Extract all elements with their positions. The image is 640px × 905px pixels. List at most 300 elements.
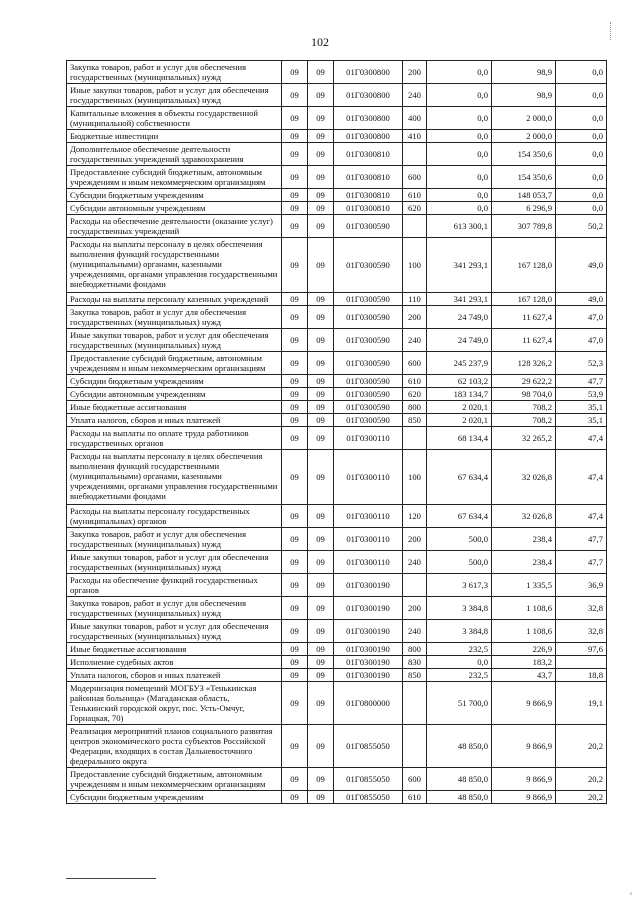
expense-type-cell: 620 [403,388,427,401]
planned-amount-cell: 0,0 [427,143,492,166]
planned-amount-cell: 0,0 [427,189,492,202]
executed-amount-cell: 9 866,9 [492,725,556,768]
planned-amount-cell: 2 020,1 [427,401,492,414]
section-code-cell: 09 [282,427,308,450]
section-code-cell: 09 [282,551,308,574]
table-row [67,84,607,107]
planned-amount-cell: 0,0 [427,61,492,84]
table-row [67,293,607,306]
expense-type-cell: 600 [403,768,427,791]
expense-type-cell: 240 [403,620,427,643]
expense-name-cell: Субсидии автономным учреждениям [67,202,282,215]
subsection-code-cell: 09 [308,450,334,505]
table-row [67,306,607,329]
execution-percent-cell: 0,0 [556,143,607,166]
planned-amount-cell: 48 850,0 [427,725,492,768]
expense-type-cell: 600 [403,352,427,375]
subsection-code-cell: 09 [308,725,334,768]
subsection-code-cell: 09 [308,620,334,643]
target-article-cell: 01Г0855050 [334,725,403,768]
execution-percent-cell: 52,3 [556,352,607,375]
execution-percent-cell: 97,6 [556,643,607,656]
executed-amount-cell: 9 866,9 [492,682,556,725]
executed-amount-cell: 154 350,6 [492,166,556,189]
subsection-code-cell: 09 [308,352,334,375]
execution-percent-cell: 32,8 [556,597,607,620]
target-article-cell: 01Г0855050 [334,791,403,804]
table-row [67,61,607,84]
subsection-code-cell: 09 [308,215,334,238]
expense-type-cell: 240 [403,551,427,574]
execution-percent-cell: 47,4 [556,427,607,450]
target-article-cell: 01Г0300190 [334,597,403,620]
table-row [67,388,607,401]
subsection-code-cell: 09 [308,427,334,450]
execution-percent-cell: 47,7 [556,375,607,388]
execution-percent-cell: 0,0 [556,202,607,215]
expense-type-cell: 240 [403,329,427,352]
target-article-cell: 01Г0300800 [334,61,403,84]
table-row [67,143,607,166]
execution-percent-cell [556,656,607,669]
subsection-code-cell: 09 [308,388,334,401]
expense-type-cell: 200 [403,61,427,84]
executed-amount-cell: 128 326,2 [492,352,556,375]
execution-percent-cell: 47,0 [556,329,607,352]
section-code-cell: 09 [282,202,308,215]
execution-percent-cell: 32,8 [556,620,607,643]
executed-amount-cell: 154 350,6 [492,143,556,166]
table-row [67,427,607,450]
expense-name-cell: Расходы на обеспечение деятельности (оказание услуг) государственных учреждений [67,215,282,238]
subsection-code-cell: 09 [308,528,334,551]
executed-amount-cell: 1 108,6 [492,620,556,643]
execution-percent-cell: 18,8 [556,669,607,682]
planned-amount-cell: 62 103,2 [427,375,492,388]
expense-name-cell: Расходы на выплаты персоналу государственных (муниципальных) органов [67,505,282,528]
executed-amount-cell: 226,9 [492,643,556,656]
target-article-cell: 01Г0300810 [334,143,403,166]
target-article-cell: 01Г0300190 [334,643,403,656]
section-code-cell: 09 [282,620,308,643]
planned-amount-cell: 0,0 [427,202,492,215]
planned-amount-cell: 613 300,1 [427,215,492,238]
planned-amount-cell: 51 700,0 [427,682,492,725]
planned-amount-cell: 48 850,0 [427,791,492,804]
executed-amount-cell: 167 128,0 [492,293,556,306]
section-code-cell: 09 [282,725,308,768]
table-row [67,643,607,656]
expense-type-cell: 400 [403,107,427,130]
expense-type-cell: 620 [403,202,427,215]
expense-name-cell: Закупка товаров, работ и услуг для обеспечения государственных (муниципальных) нужд [67,306,282,329]
table-row [67,215,607,238]
planned-amount-cell: 3 384,8 [427,597,492,620]
table-row [67,329,607,352]
executed-amount-cell: 98,9 [492,84,556,107]
section-code-cell: 09 [282,597,308,620]
target-article-cell: 01Г0300110 [334,505,403,528]
section-code-cell: 09 [282,215,308,238]
expense-name-cell: Закупка товаров, работ и услуг для обеспечения государственных (муниципальных) нужд [67,61,282,84]
section-code-cell: 09 [282,61,308,84]
table-row [67,166,607,189]
executed-amount-cell: 238,4 [492,551,556,574]
execution-percent-cell: 0,0 [556,84,607,107]
section-code-cell: 09 [282,238,308,293]
subsection-code-cell: 09 [308,682,334,725]
section-code-cell: 09 [282,682,308,725]
executed-amount-cell: 29 622,2 [492,375,556,388]
execution-percent-cell: 36,9 [556,574,607,597]
execution-percent-cell: 35,1 [556,401,607,414]
expense-name-cell: Дополнительное обеспечение деятельности государственных учреждений здравоохранения [67,143,282,166]
expense-type-cell: 610 [403,791,427,804]
target-article-cell: 01Г0300800 [334,130,403,143]
executed-amount-cell: 2 000,0 [492,107,556,130]
target-article-cell: 01Г0300810 [334,189,403,202]
expense-name-cell: Закупка товаров, работ и услуг для обеспечения государственных (муниципальных) нужд [67,597,282,620]
expense-name-cell: Иные закупки товаров, работ и услуг для обеспечения государственных (муниципальных) нужд [67,84,282,107]
section-code-cell: 09 [282,189,308,202]
executed-amount-cell: 238,4 [492,528,556,551]
section-code-cell: 09 [282,505,308,528]
execution-percent-cell: 19,1 [556,682,607,725]
target-article-cell: 01Г0300590 [334,388,403,401]
expense-type-cell: 410 [403,130,427,143]
executed-amount-cell: 1 108,6 [492,597,556,620]
planned-amount-cell: 68 134,4 [427,427,492,450]
execution-percent-cell: 0,0 [556,61,607,84]
executed-amount-cell: 11 627,4 [492,329,556,352]
execution-percent-cell: 0,0 [556,166,607,189]
subsection-code-cell: 09 [308,84,334,107]
expense-type-cell [403,574,427,597]
section-code-cell: 09 [282,306,308,329]
executed-amount-cell: 9 866,9 [492,791,556,804]
section-code-cell: 09 [282,352,308,375]
target-article-cell: 01Г0300800 [334,84,403,107]
executed-amount-cell: 148 053,7 [492,189,556,202]
expense-name-cell: Расходы на обеспечение функций государственных органов [67,574,282,597]
subsection-code-cell: 09 [308,414,334,427]
section-code-cell: 09 [282,166,308,189]
section-code-cell: 09 [282,643,308,656]
expense-type-cell: 200 [403,528,427,551]
execution-percent-cell: 49,0 [556,293,607,306]
planned-amount-cell: 245 237,9 [427,352,492,375]
expense-type-cell: 100 [403,238,427,293]
expense-type-cell: 850 [403,414,427,427]
subsection-code-cell: 09 [308,401,334,414]
target-article-cell: 01Г0300190 [334,669,403,682]
execution-percent-cell: 35,1 [556,414,607,427]
expense-type-cell [403,143,427,166]
table-row [67,189,607,202]
section-code-cell: 09 [282,388,308,401]
section-code-cell: 09 [282,375,308,388]
table-row [67,202,607,215]
planned-amount-cell: 232,5 [427,669,492,682]
subsection-code-cell: 09 [308,143,334,166]
section-code-cell: 09 [282,143,308,166]
target-article-cell: 01Г0300800 [334,107,403,130]
execution-percent-cell: 47,4 [556,450,607,505]
expense-type-cell: 240 [403,84,427,107]
executed-amount-cell: 11 627,4 [492,306,556,329]
expense-name-cell: Иные закупки товаров, работ и услуг для обеспечения государственных (муниципальных) нужд [67,620,282,643]
target-article-cell: 01Г0855050 [334,768,403,791]
section-code-cell: 09 [282,450,308,505]
target-article-cell: 01Г0300190 [334,574,403,597]
section-code-cell: 09 [282,768,308,791]
expense-type-cell: 100 [403,450,427,505]
target-article-cell: 01Г0300810 [334,202,403,215]
target-article-cell: 01Г0300590 [334,401,403,414]
executed-amount-cell: 167 128,0 [492,238,556,293]
section-code-cell: 09 [282,130,308,143]
executed-amount-cell: 2 000,0 [492,130,556,143]
target-article-cell: 01Г0300190 [334,620,403,643]
expense-name-cell: Бюджетные инвестиции [67,130,282,143]
subsection-code-cell: 09 [308,130,334,143]
execution-percent-cell: 0,0 [556,107,607,130]
expense-name-cell: Исполнение судебных актов [67,656,282,669]
section-code-cell: 09 [282,107,308,130]
planned-amount-cell: 67 634,4 [427,450,492,505]
expense-type-cell: 110 [403,293,427,306]
target-article-cell: 01Г0300110 [334,551,403,574]
planned-amount-cell: 24 749,0 [427,329,492,352]
expense-name-cell: Расходы на выплаты по оплате труда работников государственных органов [67,427,282,450]
subsection-code-cell: 09 [308,166,334,189]
expense-type-cell: 830 [403,656,427,669]
expense-name-cell: Предоставление субсидий бюджетным, автономным учреждениям и иным некоммерческим организациям [67,352,282,375]
expense-type-cell: 800 [403,401,427,414]
subsection-code-cell: 09 [308,189,334,202]
target-article-cell: 01Г0300590 [334,352,403,375]
target-article-cell: 01Г0300590 [334,238,403,293]
expense-name-cell: Иные бюджетные ассигнования [67,401,282,414]
section-code-cell: 09 [282,656,308,669]
subsection-code-cell: 09 [308,669,334,682]
subsection-code-cell: 09 [308,293,334,306]
executed-amount-cell: 32 026,8 [492,505,556,528]
planned-amount-cell: 67 634,4 [427,505,492,528]
table-row [67,725,607,768]
executed-amount-cell: 98 704,0 [492,388,556,401]
section-code-cell: 09 [282,669,308,682]
section-code-cell: 09 [282,791,308,804]
execution-percent-cell: 47,4 [556,505,607,528]
expense-type-cell [403,427,427,450]
page-number: 102 [311,35,329,49]
section-code-cell: 09 [282,84,308,107]
execution-percent-cell: 47,0 [556,306,607,329]
planned-amount-cell: 24 749,0 [427,306,492,329]
planned-amount-cell: 232,5 [427,643,492,656]
table-row [67,352,607,375]
execution-percent-cell: 0,0 [556,189,607,202]
expense-type-cell: 200 [403,306,427,329]
table-row [67,107,607,130]
table-row [67,656,607,669]
expense-name-cell: Расходы на выплаты персоналу в целях обеспечения выполнения функций государственными (муниципальными) органами, казенными учреждениями, органами управления государственными внебюджетными фондами [67,238,282,293]
table-row [67,130,607,143]
expense-name-cell: Иные бюджетные ассигнования [67,643,282,656]
subsection-code-cell: 09 [308,574,334,597]
planned-amount-cell: 500,0 [427,528,492,551]
table-row [67,505,607,528]
table-body [67,61,607,804]
executed-amount-cell: 98,9 [492,61,556,84]
expense-name-cell: Субсидии бюджетным учреждениям [67,189,282,202]
target-article-cell: 01Г0300110 [334,528,403,551]
expense-type-cell [403,215,427,238]
expense-type-cell: 850 [403,669,427,682]
subsection-code-cell: 09 [308,107,334,130]
executed-amount-cell: 32 265,2 [492,427,556,450]
subsection-code-cell: 09 [308,791,334,804]
planned-amount-cell: 0,0 [427,84,492,107]
footer-divider [66,878,156,879]
planned-amount-cell: 0,0 [427,130,492,143]
subsection-code-cell: 09 [308,329,334,352]
execution-percent-cell: 47,7 [556,551,607,574]
expense-name-cell: Капитальные вложения в объекты государственной (муниципальной) собственности [67,107,282,130]
planned-amount-cell: 183 134,7 [427,388,492,401]
expense-type-cell: 610 [403,375,427,388]
section-code-cell: 09 [282,293,308,306]
executed-amount-cell: 9 866,9 [492,768,556,791]
expense-name-cell: Субсидии автономным учреждениям [67,388,282,401]
expense-type-cell: 600 [403,166,427,189]
planned-amount-cell: 500,0 [427,551,492,574]
target-article-cell: 01Г0300590 [334,293,403,306]
executed-amount-cell: 307 789,8 [492,215,556,238]
subsection-code-cell: 09 [308,597,334,620]
execution-percent-cell: 47,7 [556,528,607,551]
subsection-code-cell: 09 [308,61,334,84]
target-article-cell: 01Г0300590 [334,375,403,388]
budget-table [66,60,607,804]
planned-amount-cell: 3 384,8 [427,620,492,643]
section-code-cell: 09 [282,414,308,427]
expense-name-cell: Расходы на выплаты персоналу в целях обеспечения выполнения функций государственными (муниципальными) органами, казенными учреждениями, органами управления государственными внебюджетными фондами [67,450,282,505]
table-row [67,597,607,620]
expense-name-cell: Расходы на выплаты персоналу казенных учреждений [67,293,282,306]
table-row [67,768,607,791]
table-row [67,238,607,293]
executed-amount-cell: 1 335,5 [492,574,556,597]
subsection-code-cell: 09 [308,505,334,528]
expense-name-cell: Субсидии бюджетным учреждениям [67,375,282,388]
target-article-cell: 01Г0300110 [334,427,403,450]
expense-type-cell: 800 [403,643,427,656]
table-row [67,620,607,643]
table-row [67,669,607,682]
planned-amount-cell: 48 850,0 [427,768,492,791]
planned-amount-cell: 3 617,3 [427,574,492,597]
expense-type-cell: 120 [403,505,427,528]
table-row [67,574,607,597]
expense-type-cell [403,682,427,725]
executed-amount-cell: 43,7 [492,669,556,682]
target-article-cell: 01Г0300810 [334,166,403,189]
expense-name-cell: Модернизация помещений МОГБУЗ «Тенькинская районная больница» (Магаданская область, Тенькинский городской округ, пос. Усть-Омчуг, Горнацкая, 70) [67,682,282,725]
target-article-cell: 01Г0300110 [334,450,403,505]
execution-percent-cell: 20,2 [556,768,607,791]
expense-name-cell: Уплата налогов, сборов и иных платежей [67,669,282,682]
subsection-code-cell: 09 [308,768,334,791]
planned-amount-cell: 341 293,1 [427,293,492,306]
expense-name-cell: Предоставление субсидий бюджетным, автономным учреждениям и иным некоммерческим организациям [67,768,282,791]
execution-percent-cell: 20,2 [556,725,607,768]
execution-percent-cell: 49,0 [556,238,607,293]
planned-amount-cell: 0,0 [427,656,492,669]
corner-mark: s [629,891,632,897]
table-row [67,682,607,725]
subsection-code-cell: 09 [308,551,334,574]
section-code-cell: 09 [282,401,308,414]
target-article-cell: 01Г0300190 [334,656,403,669]
subsection-code-cell: 09 [308,202,334,215]
table-row [67,401,607,414]
expense-name-cell: Иные закупки товаров, работ и услуг для обеспечения государственных (муниципальных) нужд [67,551,282,574]
execution-percent-cell: 20,2 [556,791,607,804]
table-row [67,414,607,427]
table-row [67,791,607,804]
table-row [67,551,607,574]
expense-name-cell: Закупка товаров, работ и услуг для обеспечения государственных (муниципальных) нужд [67,528,282,551]
planned-amount-cell: 341 293,1 [427,238,492,293]
expense-type-cell [403,725,427,768]
executed-amount-cell: 708,2 [492,401,556,414]
subsection-code-cell: 09 [308,238,334,293]
section-code-cell: 09 [282,574,308,597]
target-article-cell: 01Г0300590 [334,329,403,352]
expense-name-cell: Иные закупки товаров, работ и услуг для обеспечения государственных (муниципальных) нужд [67,329,282,352]
executed-amount-cell: 32 026,8 [492,450,556,505]
planned-amount-cell: 0,0 [427,107,492,130]
expense-type-cell: 610 [403,189,427,202]
execution-percent-cell: 53,9 [556,388,607,401]
target-article-cell: 01Г0300590 [334,306,403,329]
expense-type-cell: 200 [403,597,427,620]
expense-name-cell: Предоставление субсидий бюджетным, автономным учреждениям и иным некоммерческим организациям [67,166,282,189]
target-article-cell: 01Г0800000 [334,682,403,725]
planned-amount-cell: 0,0 [427,166,492,189]
execution-percent-cell: 50,2 [556,215,607,238]
table-row [67,450,607,505]
subsection-code-cell: 09 [308,643,334,656]
target-article-cell: 01Г0300590 [334,414,403,427]
executed-amount-cell: 6 296,9 [492,202,556,215]
subsection-code-cell: 09 [308,375,334,388]
subsection-code-cell: 09 [308,306,334,329]
expense-name-cell: Реализация мероприятий планов социального развития центров экономического роста субъектов Российской Федерации, входящих в состав Дальневосточного федерального округа [67,725,282,768]
executed-amount-cell: 183,2 [492,656,556,669]
section-code-cell: 09 [282,329,308,352]
executed-amount-cell: 708,2 [492,414,556,427]
expense-name-cell: Уплата налогов, сборов и иных платежей [67,414,282,427]
table-row [67,375,607,388]
execution-percent-cell: 0,0 [556,130,607,143]
subsection-code-cell: 09 [308,656,334,669]
expense-name-cell: Субсидии бюджетным учреждениям [67,791,282,804]
target-article-cell: 01Г0300590 [334,215,403,238]
table-row [67,528,607,551]
